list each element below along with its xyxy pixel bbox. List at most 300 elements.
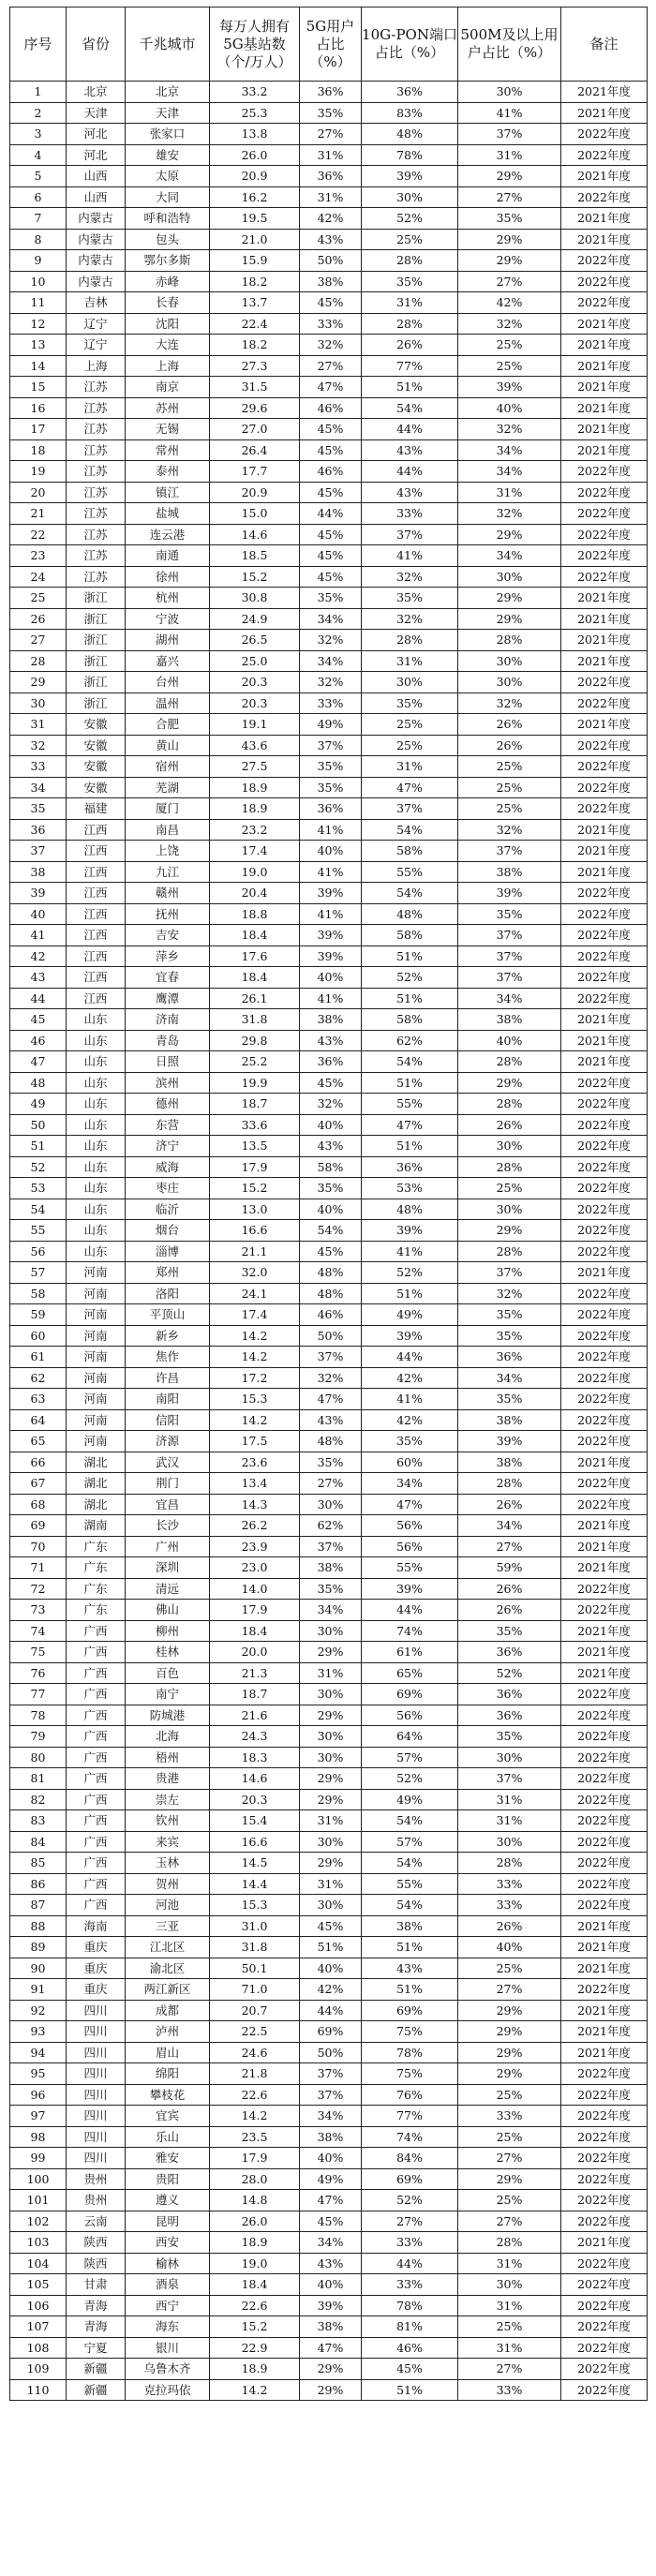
cell-5g-base-stations: 29.6 <box>210 397 300 419</box>
cell-5g-base-stations: 14.3 <box>210 1494 300 1515</box>
cell-province: 吉林 <box>67 292 126 314</box>
cell-province: 广东 <box>67 1557 126 1579</box>
cell-10g-pon-share: 47% <box>362 777 458 798</box>
cell-city: 杭州 <box>126 588 210 609</box>
cell-5g-base-stations: 27.3 <box>210 355 300 377</box>
cell-5g-user-share: 45% <box>300 566 362 588</box>
cell-index: 73 <box>10 1600 67 1621</box>
cell-index: 21 <box>10 503 67 525</box>
cell-index: 7 <box>10 208 67 230</box>
cell-remark: 2021年度 <box>561 841 648 862</box>
cell-index: 80 <box>10 1747 67 1768</box>
table-row <box>10 1642 648 1663</box>
cell-remark: 2022年度 <box>561 1409 648 1431</box>
cell-5g-user-share: 39% <box>300 925 362 946</box>
cell-5g-user-share: 32% <box>300 335 362 356</box>
cell-5g-base-stations: 14.5 <box>210 1853 300 1874</box>
table-row <box>10 1009 648 1031</box>
cell-index: 19 <box>10 461 67 483</box>
cell-index: 70 <box>10 1536 67 1557</box>
cell-index: 10 <box>10 271 67 292</box>
cell-index: 102 <box>10 2211 67 2232</box>
cell-city: 台州 <box>126 672 210 693</box>
cell-province: 浙江 <box>67 650 126 672</box>
table-row <box>10 967 648 989</box>
table-row <box>10 186 648 208</box>
cell-10g-pon-share: 78% <box>362 144 458 166</box>
cell-index: 18 <box>10 439 67 461</box>
cell-index: 26 <box>10 608 67 630</box>
cell-10g-pon-share: 39% <box>362 1325 458 1347</box>
cell-5g-user-share: 31% <box>300 144 362 166</box>
cell-index: 86 <box>10 1873 67 1895</box>
cell-5g-base-stations: 18.7 <box>210 1094 300 1115</box>
table-row <box>10 1768 648 1790</box>
cell-5g-user-share: 50% <box>300 2042 362 2063</box>
cell-500m-user-share: 38% <box>458 1409 561 1431</box>
cell-province: 山东 <box>67 1072 126 1094</box>
cell-5g-user-share: 29% <box>300 1768 362 1790</box>
cell-province: 内蒙古 <box>67 271 126 292</box>
cell-city: 贺州 <box>126 1873 210 1895</box>
table-row <box>10 439 648 461</box>
cell-province: 湖南 <box>67 1515 126 1537</box>
cell-remark: 2021年度 <box>561 313 648 335</box>
cell-index: 48 <box>10 1072 67 1094</box>
cell-index: 79 <box>10 1726 67 1748</box>
cell-5g-base-stations: 31.8 <box>210 1009 300 1031</box>
cell-remark: 2022年度 <box>561 1094 648 1115</box>
cell-10g-pon-share: 48% <box>362 124 458 145</box>
cell-province: 江西 <box>67 967 126 989</box>
cell-5g-user-share: 27% <box>300 355 362 377</box>
cell-5g-base-stations: 15.9 <box>210 250 300 272</box>
cell-city: 南京 <box>126 377 210 398</box>
cell-remark: 2022年度 <box>561 1895 648 1916</box>
cell-5g-user-share: 35% <box>300 756 362 778</box>
cell-index: 99 <box>10 2148 67 2169</box>
cell-city: 无锡 <box>126 419 210 440</box>
cell-province: 山东 <box>67 1156 126 1178</box>
cell-remark: 2022年度 <box>561 735 648 756</box>
cell-10g-pon-share: 77% <box>362 355 458 377</box>
cell-5g-user-share: 40% <box>300 1958 362 1979</box>
cell-province: 辽宁 <box>67 335 126 356</box>
cell-10g-pon-share: 30% <box>362 672 458 693</box>
cell-province: 江西 <box>67 861 126 883</box>
cell-500m-user-share: 25% <box>458 2190 561 2211</box>
cell-remark: 2021年度 <box>561 82 648 103</box>
cell-remark: 2021年度 <box>561 166 648 187</box>
cell-500m-user-share: 25% <box>458 1958 561 1979</box>
cell-500m-user-share: 31% <box>458 2337 561 2359</box>
cell-500m-user-share: 26% <box>458 1915 561 1937</box>
table-row <box>10 1747 648 1768</box>
table-row <box>10 630 648 651</box>
table-row <box>10 1094 648 1115</box>
cell-5g-user-share: 34% <box>300 2232 362 2254</box>
cell-500m-user-share: 37% <box>458 1768 561 1790</box>
cell-province: 甘肃 <box>67 2274 126 2296</box>
cell-5g-base-stations: 18.8 <box>210 903 300 925</box>
table-row <box>10 1536 648 1557</box>
cell-10g-pon-share: 52% <box>362 1768 458 1790</box>
cell-5g-user-share: 49% <box>300 714 362 736</box>
cell-10g-pon-share: 32% <box>362 608 458 630</box>
cell-index: 93 <box>10 2021 67 2043</box>
cell-5g-base-stations: 71.0 <box>210 1979 300 2001</box>
cell-5g-user-share: 41% <box>300 988 362 1009</box>
table-row <box>10 2316 648 2338</box>
cell-5g-user-share: 45% <box>300 2211 362 2232</box>
cell-500m-user-share: 39% <box>458 1431 561 1452</box>
cell-city: 桂林 <box>126 1642 210 1663</box>
table-row <box>10 524 648 545</box>
cell-5g-base-stations: 23.5 <box>210 2126 300 2148</box>
table-row <box>10 650 648 672</box>
cell-5g-user-share: 45% <box>300 524 362 545</box>
cell-province: 江西 <box>67 988 126 1009</box>
cell-5g-user-share: 39% <box>300 946 362 967</box>
table-row <box>10 819 648 841</box>
cell-10g-pon-share: 35% <box>362 1431 458 1452</box>
header-5g-user-share: 5G用户占比（%） <box>300 7 362 82</box>
cell-province: 四川 <box>67 2000 126 2021</box>
cell-province: 安徽 <box>67 714 126 736</box>
cell-500m-user-share: 35% <box>458 1325 561 1347</box>
cell-10g-pon-share: 54% <box>362 1051 458 1073</box>
table-row <box>10 1262 648 1284</box>
cell-5g-user-share: 35% <box>300 1578 362 1600</box>
cell-remark: 2022年度 <box>561 1789 648 1810</box>
cell-500m-user-share: 28% <box>458 630 561 651</box>
cell-10g-pon-share: 33% <box>362 503 458 525</box>
cell-index: 81 <box>10 1768 67 1790</box>
cell-500m-user-share: 35% <box>458 903 561 925</box>
cell-500m-user-share: 28% <box>458 1473 561 1495</box>
table-row <box>10 503 648 525</box>
cell-10g-pon-share: 37% <box>362 524 458 545</box>
cell-province: 安徽 <box>67 777 126 798</box>
cell-500m-user-share: 40% <box>458 397 561 419</box>
cell-500m-user-share: 25% <box>458 355 561 377</box>
cell-remark: 2022年度 <box>561 524 648 545</box>
cell-5g-base-stations: 17.7 <box>210 461 300 483</box>
cell-10g-pon-share: 44% <box>362 2253 458 2274</box>
cell-index: 39 <box>10 883 67 904</box>
cell-500m-user-share: 37% <box>458 124 561 145</box>
cell-remark: 2022年度 <box>561 1578 648 1600</box>
cell-city: 榆林 <box>126 2253 210 2274</box>
cell-province: 山东 <box>67 1199 126 1220</box>
cell-city: 赣州 <box>126 883 210 904</box>
cell-remark: 2022年度 <box>561 1810 648 1832</box>
cell-index: 83 <box>10 1810 67 1832</box>
cell-5g-base-stations: 14.2 <box>210 1325 300 1347</box>
cell-province: 浙江 <box>67 692 126 714</box>
cell-10g-pon-share: 51% <box>362 988 458 1009</box>
cell-5g-user-share: 34% <box>300 2106 362 2127</box>
cell-5g-user-share: 37% <box>300 2063 362 2085</box>
cell-province: 河北 <box>67 144 126 166</box>
table-row <box>10 1515 648 1537</box>
cell-remark: 2021年度 <box>561 819 648 841</box>
table-body <box>10 82 648 2401</box>
cell-5g-user-share: 34% <box>300 1600 362 1621</box>
cell-500m-user-share: 30% <box>458 1831 561 1853</box>
cell-500m-user-share: 37% <box>458 946 561 967</box>
cell-5g-base-stations: 19.0 <box>210 861 300 883</box>
cell-500m-user-share: 25% <box>458 756 561 778</box>
cell-5g-user-share: 38% <box>300 2126 362 2148</box>
cell-10g-pon-share: 44% <box>362 461 458 483</box>
cell-5g-user-share: 36% <box>300 798 362 820</box>
cell-10g-pon-share: 43% <box>362 439 458 461</box>
cell-5g-user-share: 46% <box>300 1304 362 1326</box>
cell-index: 97 <box>10 2106 67 2127</box>
table-row <box>10 355 648 377</box>
table-row <box>10 1431 648 1452</box>
cell-index: 47 <box>10 1051 67 1073</box>
table-row <box>10 1620 648 1642</box>
cell-5g-user-share: 30% <box>300 1494 362 1515</box>
cell-5g-user-share: 35% <box>300 1452 362 1473</box>
cell-500m-user-share: 30% <box>458 82 561 103</box>
cell-500m-user-share: 30% <box>458 650 561 672</box>
cell-10g-pon-share: 57% <box>362 1747 458 1768</box>
cell-5g-base-stations: 32.0 <box>210 1262 300 1284</box>
cell-province: 重庆 <box>67 1937 126 1958</box>
cell-5g-user-share: 35% <box>300 588 362 609</box>
cell-city: 宁波 <box>126 608 210 630</box>
cell-province: 天津 <box>67 102 126 124</box>
table-row <box>10 1494 648 1515</box>
cell-index: 22 <box>10 524 67 545</box>
cell-remark: 2022年度 <box>561 271 648 292</box>
table-row <box>10 166 648 187</box>
cell-5g-user-share: 32% <box>300 1094 362 1115</box>
cell-city: 常州 <box>126 439 210 461</box>
cell-500m-user-share: 42% <box>458 292 561 314</box>
cell-10g-pon-share: 58% <box>362 841 458 862</box>
cell-city: 宿州 <box>126 756 210 778</box>
cell-remark: 2022年度 <box>561 1325 648 1347</box>
cell-5g-base-stations: 18.9 <box>210 2232 300 2254</box>
cell-city: 昆明 <box>126 2211 210 2232</box>
cell-5g-base-stations: 20.4 <box>210 883 300 904</box>
cell-5g-user-share: 37% <box>300 2084 362 2106</box>
cell-500m-user-share: 35% <box>458 1304 561 1326</box>
cell-5g-base-stations: 21.0 <box>210 229 300 250</box>
cell-5g-base-stations: 19.0 <box>210 2253 300 2274</box>
cell-city: 贵港 <box>126 1768 210 1790</box>
cell-5g-base-stations: 21.3 <box>210 1662 300 1684</box>
cell-500m-user-share: 40% <box>458 1030 561 1051</box>
cell-remark: 2021年度 <box>561 1958 648 1979</box>
cell-remark: 2022年度 <box>561 186 648 208</box>
cell-remark: 2022年度 <box>561 1853 648 1874</box>
cell-5g-base-stations: 22.4 <box>210 313 300 335</box>
cell-5g-base-stations: 20.3 <box>210 672 300 693</box>
cell-5g-base-stations: 15.4 <box>210 1810 300 1832</box>
cell-5g-base-stations: 23.0 <box>210 1557 300 1579</box>
cell-remark: 2022年度 <box>561 2190 648 2211</box>
cell-index: 91 <box>10 1979 67 2001</box>
cell-5g-user-share: 58% <box>300 1156 362 1178</box>
cell-500m-user-share: 41% <box>458 102 561 124</box>
cell-500m-user-share: 28% <box>458 1241 561 1262</box>
header-5g-base-stations: 每万人拥有5G基站数（个/万人） <box>210 7 300 82</box>
cell-province: 广西 <box>67 1789 126 1810</box>
table-row <box>10 313 648 335</box>
cell-5g-base-stations: 14.0 <box>210 1578 300 1600</box>
cell-remark: 2021年度 <box>561 1937 648 1958</box>
cell-5g-user-share: 45% <box>300 482 362 503</box>
cell-5g-user-share: 34% <box>300 608 362 630</box>
cell-10g-pon-share: 51% <box>362 2379 458 2401</box>
cell-province: 山西 <box>67 166 126 187</box>
cell-5g-base-stations: 14.6 <box>210 524 300 545</box>
table-row <box>10 419 648 440</box>
cell-province: 四川 <box>67 2106 126 2127</box>
cell-5g-user-share: 31% <box>300 1662 362 1684</box>
cell-10g-pon-share: 42% <box>362 1409 458 1431</box>
cell-city: 乌鲁木齐 <box>126 2359 210 2380</box>
table-row <box>10 692 648 714</box>
cell-5g-base-stations: 21.8 <box>210 2063 300 2085</box>
cell-index: 45 <box>10 1009 67 1031</box>
cell-province: 湖北 <box>67 1494 126 1515</box>
table-row <box>10 714 648 736</box>
cell-remark: 2022年度 <box>561 566 648 588</box>
cell-remark: 2021年度 <box>561 439 648 461</box>
cell-index: 108 <box>10 2337 67 2359</box>
cell-city: 攀枝花 <box>126 2084 210 2106</box>
cell-city: 淄博 <box>126 1241 210 1262</box>
cell-5g-base-stations: 17.9 <box>210 1156 300 1178</box>
cell-remark: 2021年度 <box>561 1642 648 1663</box>
cell-remark: 2022年度 <box>561 1114 648 1136</box>
cell-index: 54 <box>10 1199 67 1220</box>
cell-index: 36 <box>10 819 67 841</box>
cell-5g-user-share: 38% <box>300 2316 362 2338</box>
cell-5g-user-share: 51% <box>300 1937 362 1958</box>
table-row <box>10 672 648 693</box>
cell-index: 16 <box>10 397 67 419</box>
cell-remark: 2021年度 <box>561 1915 648 1937</box>
cell-5g-user-share: 29% <box>300 1705 362 1726</box>
cell-5g-base-stations: 18.2 <box>210 271 300 292</box>
cell-5g-base-stations: 27.5 <box>210 756 300 778</box>
cell-city: 南阳 <box>126 1389 210 1410</box>
cell-province: 河南 <box>67 1409 126 1431</box>
cell-province: 江苏 <box>67 545 126 567</box>
cell-5g-user-share: 30% <box>300 1747 362 1768</box>
table-row <box>10 335 648 356</box>
cell-5g-user-share: 48% <box>300 1431 362 1452</box>
cell-5g-base-stations: 18.2 <box>210 335 300 356</box>
cell-500m-user-share: 28% <box>458 1156 561 1178</box>
cell-500m-user-share: 37% <box>458 925 561 946</box>
cell-500m-user-share: 33% <box>458 1895 561 1916</box>
cell-province: 贵州 <box>67 2168 126 2190</box>
cell-5g-base-stations: 19.1 <box>210 714 300 736</box>
cell-remark: 2021年度 <box>561 1051 648 1073</box>
cell-city: 江北区 <box>126 1937 210 1958</box>
cell-province: 山东 <box>67 1094 126 1115</box>
table-row <box>10 1895 648 1916</box>
cell-5g-base-stations: 15.3 <box>210 1389 300 1410</box>
table-row <box>10 1367 648 1389</box>
cell-city: 临沂 <box>126 1199 210 1220</box>
cell-remark: 2021年度 <box>561 102 648 124</box>
cell-city: 南宁 <box>126 1684 210 1705</box>
cell-10g-pon-share: 51% <box>362 1283 458 1304</box>
table-row <box>10 735 648 756</box>
cell-index: 109 <box>10 2359 67 2380</box>
cell-city: 呼和浩特 <box>126 208 210 230</box>
cell-city: 西安 <box>126 2232 210 2254</box>
cell-index: 14 <box>10 355 67 377</box>
cell-index: 100 <box>10 2168 67 2190</box>
cell-5g-base-stations: 18.7 <box>210 1684 300 1705</box>
cell-index: 49 <box>10 1094 67 1115</box>
table-row <box>10 1030 648 1051</box>
table-row <box>10 925 648 946</box>
cell-province: 山东 <box>67 1241 126 1262</box>
cell-remark: 2021年度 <box>561 1515 648 1537</box>
cell-5g-base-stations: 18.9 <box>210 2359 300 2380</box>
cell-city: 上饶 <box>126 841 210 862</box>
table-row <box>10 2211 648 2232</box>
table-row <box>10 2168 648 2190</box>
cell-province: 青海 <box>67 2316 126 2338</box>
cell-index: 90 <box>10 1958 67 1979</box>
cell-index: 61 <box>10 1347 67 1368</box>
cell-5g-user-share: 44% <box>300 503 362 525</box>
cell-500m-user-share: 29% <box>458 1072 561 1094</box>
cell-remark: 2021年度 <box>561 2000 648 2021</box>
cell-city: 克拉玛依 <box>126 2379 210 2401</box>
cell-10g-pon-share: 69% <box>362 2168 458 2190</box>
cell-index: 28 <box>10 650 67 672</box>
cell-index: 17 <box>10 419 67 440</box>
cell-city: 温州 <box>126 692 210 714</box>
cell-5g-base-stations: 15.0 <box>210 503 300 525</box>
cell-province: 重庆 <box>67 1979 126 2001</box>
cell-5g-user-share: 62% <box>300 1515 362 1537</box>
cell-5g-base-stations: 13.8 <box>210 124 300 145</box>
cell-500m-user-share: 29% <box>458 2021 561 2043</box>
cell-city: 萍乡 <box>126 946 210 967</box>
cell-5g-base-stations: 15.3 <box>210 1895 300 1916</box>
cell-index: 88 <box>10 1915 67 1937</box>
cell-5g-user-share: 43% <box>300 1030 362 1051</box>
table-row <box>10 1831 648 1853</box>
cell-province: 内蒙古 <box>67 208 126 230</box>
table-row <box>10 566 648 588</box>
cell-5g-user-share: 29% <box>300 1853 362 1874</box>
cell-city: 成都 <box>126 2000 210 2021</box>
cell-5g-user-share: 42% <box>300 208 362 230</box>
cell-remark: 2022年度 <box>561 1473 648 1495</box>
cell-5g-user-share: 45% <box>300 545 362 567</box>
cell-index: 6 <box>10 186 67 208</box>
cell-500m-user-share: 26% <box>458 1578 561 1600</box>
cell-remark: 2021年度 <box>561 1557 648 1579</box>
table-row <box>10 1557 648 1579</box>
cell-500m-user-share: 27% <box>458 1979 561 2001</box>
